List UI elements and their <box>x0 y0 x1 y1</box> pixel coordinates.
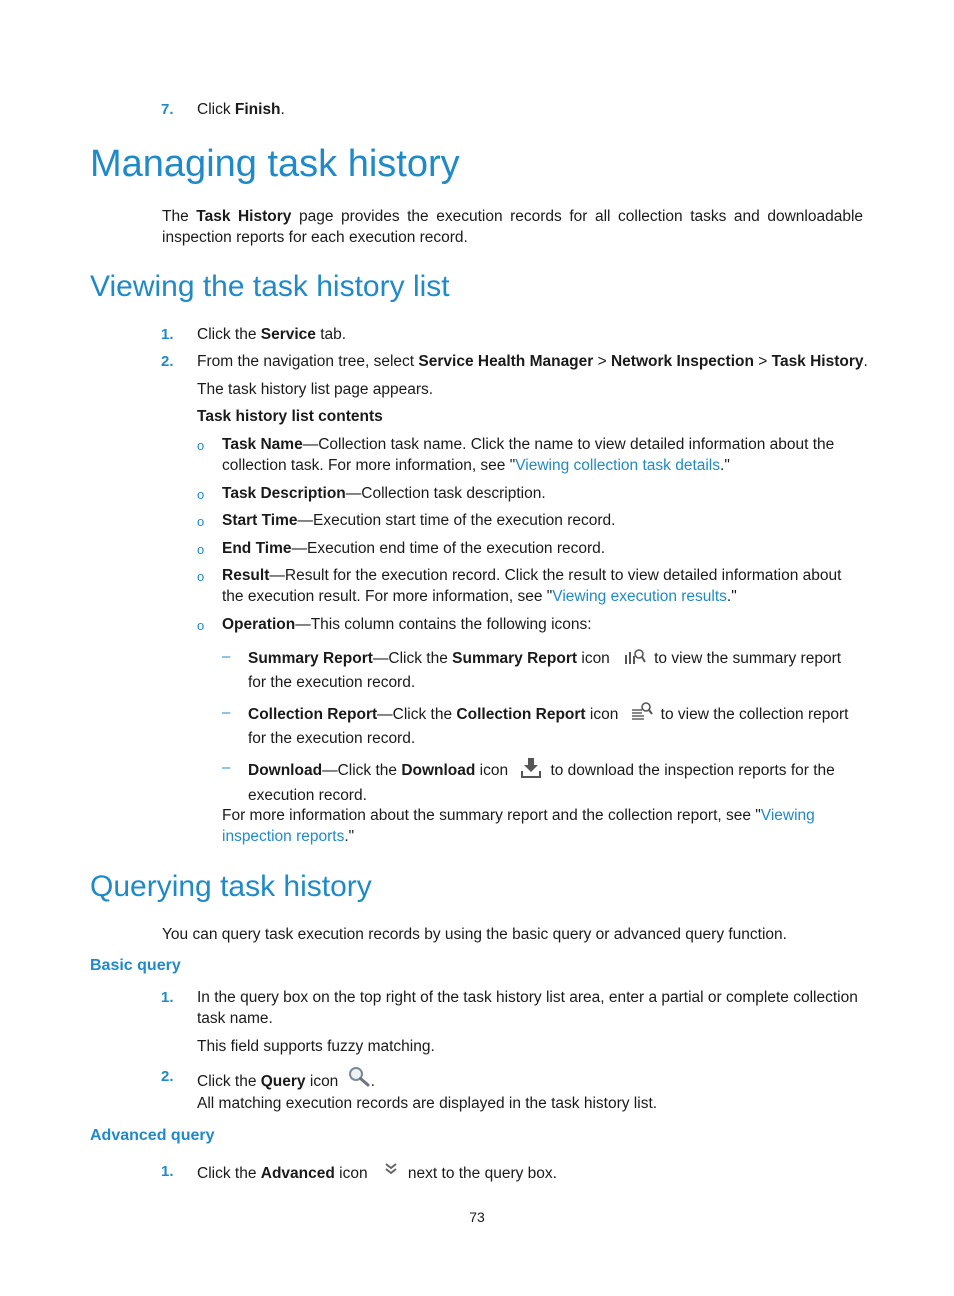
op-summary-report: Summary Report—Click the Summary Report icon to view the summary report for the execution record. <box>248 646 858 693</box>
step-text: Click the Advanced icon next to the query box. <box>197 1161 557 1184</box>
dash-marker: – <box>222 759 231 776</box>
intro-paragraph: The Task History page provides the execution records for all collection tasks and downloadable inspection reports for each execution record. <box>162 208 864 246</box>
bullet-marker: o <box>197 514 205 529</box>
step-note: All matching execution records are displayed in the task history list. <box>197 1095 658 1112</box>
list-caption: Task history list contents <box>197 408 383 425</box>
search-icon <box>347 1066 371 1094</box>
link-viewing-collection-task-details[interactable]: Viewing collection task details <box>515 457 721 474</box>
dash-marker: – <box>222 648 231 665</box>
section-heading-viewing: Viewing the task history list <box>90 270 450 303</box>
query-intro: You can query task execution records by using the basic query or advanced query function. <box>162 926 787 943</box>
step-number: 1. <box>161 326 174 343</box>
field-result: Result—Result for the execution record. Click the result to view detailed information about the execution result. For more information, see "Viewing execution results." <box>222 567 842 605</box>
section-heading-querying: Querying task history <box>90 870 372 903</box>
link-viewing-inspection-reports[interactable]: Viewing inspection reports <box>222 807 815 845</box>
step-note: This field supports fuzzy matching. <box>197 1038 435 1055</box>
bullet-marker: o <box>197 618 205 633</box>
step-number: 1. <box>161 989 174 1006</box>
step-number: 2. <box>161 353 174 370</box>
bullet-marker: o <box>197 542 205 557</box>
step-text: Click the Query icon . <box>197 1066 375 1094</box>
step-number: 2. <box>161 1068 174 1085</box>
step-text: In the query box on the top right of the task history list area, enter a partial or complete collection task name. <box>197 989 858 1027</box>
page-number: 73 <box>469 1209 485 1225</box>
double-chevron-down-icon <box>384 1161 398 1182</box>
bullet-marker: o <box>197 487 205 502</box>
subheading-basic-query: Basic query <box>90 957 181 974</box>
download-icon <box>520 757 542 785</box>
op-download: Download—Click the Download icon to download the inspection reports for the execution record. <box>248 757 858 806</box>
field-end-time: End Time—Execution end time of the execution record. <box>222 540 606 557</box>
field-task-name: Task Name—Collection task name. Click the name to view detailed information about the collection task. For more information, see "Viewing collection task details." <box>222 436 835 474</box>
link-viewing-execution-results[interactable]: Viewing execution results <box>552 588 727 605</box>
field-start-time: Start Time—Execution start time of the execution record. <box>222 512 616 529</box>
section-heading-managing: Managing task history <box>90 143 460 185</box>
collection-report-icon <box>631 702 653 728</box>
step-text: From the navigation tree, select Service Health Manager > Network Inspection > Task History. <box>197 353 868 370</box>
op-collection-report: Collection Report—Click the Collection Report icon to view the collection report for the execution record. <box>248 702 858 749</box>
summary-report-icon <box>624 646 646 672</box>
step-number: 7. <box>161 101 174 118</box>
step-number: 1. <box>161 1163 174 1180</box>
dash-marker: – <box>222 704 231 721</box>
subheading-advanced-query: Advanced query <box>90 1127 215 1144</box>
step-text: Click Finish. <box>197 101 285 118</box>
bullet-marker: o <box>197 438 205 453</box>
more-info-paragraph: For more information about the summary report and the collection report, see "Viewing inspection reports." <box>222 807 815 845</box>
step-note: The task history list page appears. <box>197 381 434 398</box>
bullet-marker: o <box>197 569 205 584</box>
field-operation: Operation—This column contains the following icons: <box>222 616 592 633</box>
step-text: Click the Service tab. <box>197 326 347 343</box>
field-task-description: Task Description—Collection task description. <box>222 485 546 502</box>
